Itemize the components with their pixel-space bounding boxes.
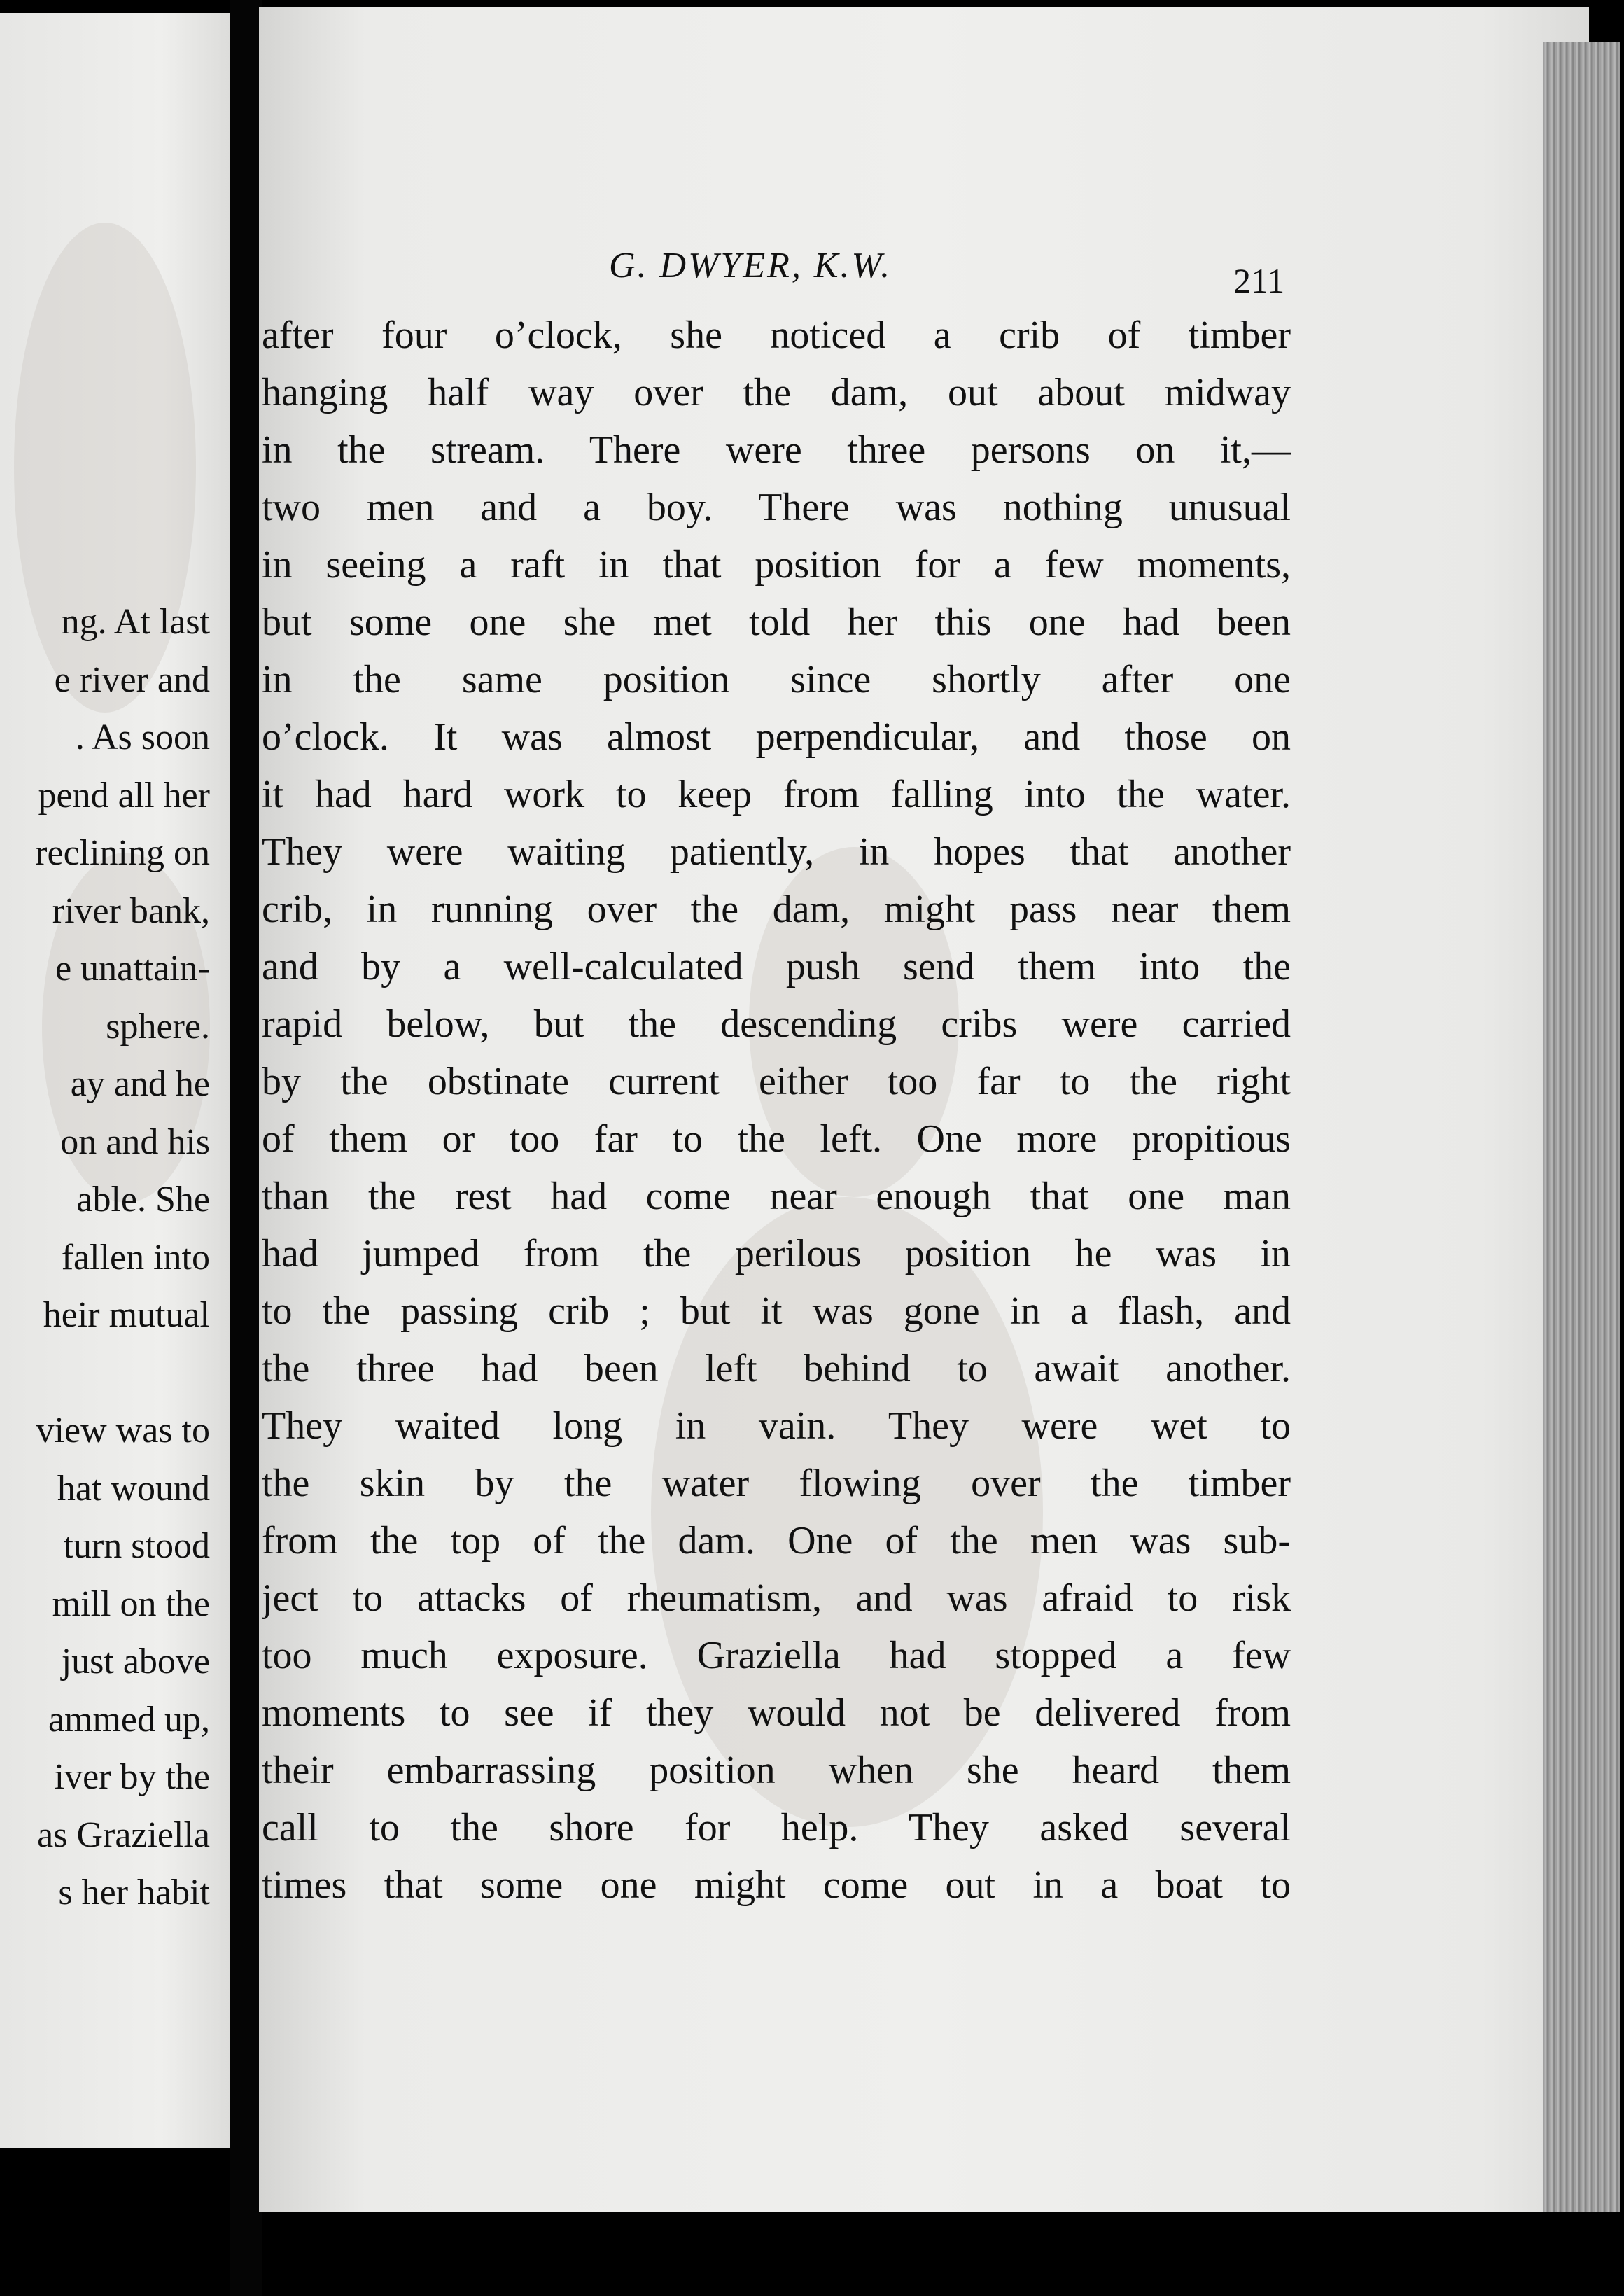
- left-page: [0, 13, 231, 2148]
- text-line: it had hard work to keep from falling into the water.: [262, 773, 1291, 816]
- left-line: on and his: [60, 1121, 210, 1162]
- left-line: just above: [61, 1642, 210, 1681]
- text-line: their embarrassing position when she heard them: [262, 1749, 1291, 1792]
- text-line: times that some one might come out in a boat to: [262, 1863, 1291, 1907]
- text-line: in the stream. There were three persons on it,—: [262, 428, 1291, 472]
- left-line: e river and: [54, 659, 210, 700]
- left-page-text: [0, 594, 210, 1922]
- page-number: 211: [1233, 261, 1285, 300]
- text-line: moments to see if they would not be delivered from: [262, 1691, 1291, 1735]
- text-line: had jumped from the perilous position he was in: [262, 1232, 1291, 1275]
- page-edges: [1544, 42, 1620, 2212]
- left-line: s her habit: [58, 1872, 210, 1912]
- text-line: hanging half way over the dam, out about midway: [262, 371, 1291, 414]
- text-line: than the rest had come near enough that one man: [262, 1175, 1291, 1218]
- left-line: view was to: [36, 1410, 210, 1450]
- left-line: sphere.: [106, 1006, 210, 1046]
- text-line: after four o’clock, she noticed a crib of timber: [262, 314, 1291, 357]
- left-line: ng. At last: [61, 602, 210, 642]
- text-line: ject to attacks of rheumatism, and was afraid to risk: [262, 1576, 1291, 1620]
- text-line: the skin by the water flowing over the timber: [262, 1462, 1291, 1505]
- left-line: iver by the: [54, 1757, 210, 1797]
- body-text: [262, 307, 1291, 1914]
- text-line: rapid below, but the descending cribs were carried: [262, 1002, 1291, 1046]
- text-line: call to the shore for help. They asked several: [262, 1806, 1291, 1849]
- left-line: hat wound: [57, 1468, 210, 1508]
- text-line: to the passing crib ; but it was gone in a flash, and: [262, 1289, 1291, 1333]
- text-line: the three had been left behind to await another.: [262, 1347, 1291, 1390]
- text-line: in seeing a raft in that position for a few moments,: [262, 543, 1291, 587]
- left-line-blank: [0, 1345, 210, 1403]
- left-line: . As soon: [75, 718, 210, 757]
- left-line: as Graziella: [37, 1814, 210, 1855]
- left-line: fallen into: [61, 1237, 210, 1278]
- text-line: crib, in running over the dam, might pass near them: [262, 888, 1291, 931]
- text-line: in the same position since shortly after one: [262, 658, 1291, 701]
- running-head: G. DWYER, K.W.: [609, 246, 892, 286]
- text-line: from the top of the dam. One of the men was sub-: [262, 1519, 1291, 1562]
- left-line: mill on the: [52, 1583, 210, 1624]
- book-gutter: [230, 0, 262, 2296]
- text-line: They waited long in vain. They were wet to: [262, 1404, 1291, 1448]
- left-line: heir mutual: [43, 1295, 210, 1335]
- text-line: two men and a boy. There was nothing unusual: [262, 486, 1291, 529]
- left-line: e unattain-: [55, 948, 210, 988]
- text-line: o’clock. It was almost perpendicular, and those on: [262, 715, 1291, 759]
- text-line: They were waiting patiently, in hopes that another: [262, 830, 1291, 874]
- text-line: of them or too far to the left. One more propitious: [262, 1117, 1291, 1161]
- left-line: ammed up,: [48, 1699, 210, 1740]
- text-line: by the obstinate current either too far to the right: [262, 1060, 1291, 1103]
- left-line: reclining on: [35, 833, 210, 873]
- left-line: able. She: [76, 1180, 210, 1219]
- text-line: too much exposure. Graziella had stopped a few: [262, 1634, 1291, 1677]
- left-line: river bank,: [52, 890, 210, 931]
- left-line: turn stood: [63, 1526, 210, 1566]
- left-line: pend all her: [38, 775, 210, 816]
- text-line: and by a well-calculated push send them into the: [262, 945, 1291, 988]
- text-line: but some one she met told her this one had been: [262, 601, 1291, 644]
- left-line: ay and he: [70, 1064, 210, 1104]
